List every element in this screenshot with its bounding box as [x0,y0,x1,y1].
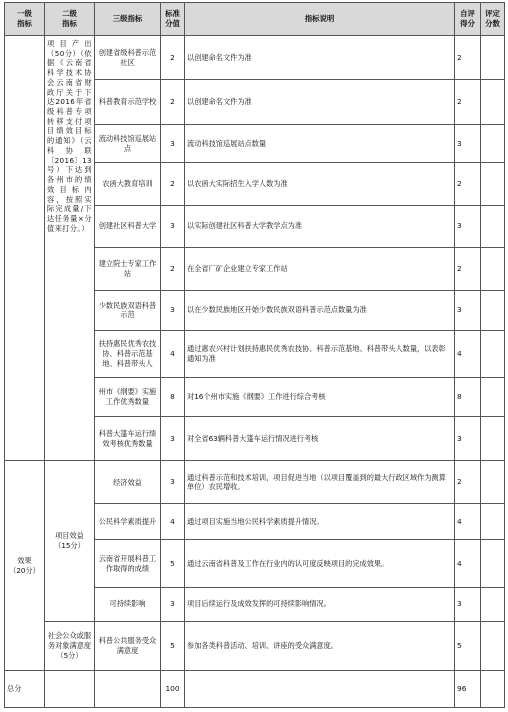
review-score-cell [481,290,505,330]
level3-cell: 流动科技馆巡展站点 [95,125,161,163]
header-weight: 标准 分值 [161,3,185,36]
level3-cell: 经济效益 [95,461,161,504]
review-score-cell [481,247,505,290]
total-row [5,670,505,707]
empty-cell [45,670,95,707]
self-score-cell: 3 [455,290,481,330]
description-cell: 以创建命名文件为准 [185,80,455,125]
self-score-cell: 3 [455,125,481,163]
weight-cell: 3 [161,587,185,621]
self-score-cell: 3 [455,205,481,247]
weight-cell: 3 [161,205,185,247]
evaluation-table [4,2,505,708]
description-cell: 对全省63辆科普大篷车运行情况进行考核 [185,417,455,461]
description-cell: 通过惠农兴村计划扶持惠民优秀农技协、科普示范基地、科普带头人数量，以表彰通知为准 [185,330,455,377]
review-score-cell [481,670,505,707]
description-cell: 以在少数民族地区开始少数民族双语科普示范点数量为准 [185,290,455,330]
weight-cell: 2 [161,163,185,205]
review-score-cell [481,330,505,377]
header-row [5,3,505,36]
description-cell: 在全省厂矿企业建立专家工作站 [185,247,455,290]
weight-cell: 2 [161,36,185,80]
weight-cell: 3 [161,461,185,504]
description-cell: 通过科普示范和技术培训，项目促进当地（以项目覆盖到的最大行政区域作为测算单位）农民增收。 [185,461,455,504]
review-score-cell [481,504,505,540]
weight-cell: 3 [161,417,185,461]
description-cell: 以实际创建社区科普大学教学点为准 [185,205,455,247]
weight-cell: 3 [161,290,185,330]
level3-cell: 农函大教育培训 [95,163,161,205]
description-cell: 项目后续运行及成效发挥的可持续影响情况。 [185,587,455,621]
self-score-cell: 4 [455,330,481,377]
table-row [5,36,505,80]
description-cell: 以农函大实际招生入学人数为准 [185,163,455,205]
level3-cell: 少数民族双语科普示范 [95,290,161,330]
self-score-cell: 3 [455,587,481,621]
description-cell: 通过云南省科普及工作在行业内的认可度反映项目的完成效果。 [185,540,455,587]
self-score-cell: 4 [455,504,481,540]
description-cell: 流动科技馆巡展站点数量 [185,125,455,163]
review-score-cell [481,621,505,670]
total-weight: 100 [161,670,185,707]
weight-cell: 4 [161,504,185,540]
review-score-cell [481,125,505,163]
total-label: 总分 [5,670,45,707]
level3-cell: 科普大篷车运行绩效考核优秀数量 [95,417,161,461]
description-cell: 对16个州市实施《纲要》工作进行综合考核 [185,378,455,417]
level3-cell: 科普教育示范学校 [95,80,161,125]
level3-cell: 扶持惠民优秀农技协、科普示范基地、科普带头人 [95,330,161,377]
empty-cell [185,670,455,707]
self-score-cell: 8 [455,378,481,417]
self-score-cell: 4 [455,540,481,587]
weight-cell: 5 [161,621,185,670]
level3-cell: 科普公共服务受众满意度 [95,621,161,670]
review-score-cell [481,205,505,247]
review-score-cell [481,163,505,205]
level2-benefit-cell: 项目效益 （15分） [45,461,95,621]
weight-cell: 2 [161,80,185,125]
level2-output-cell: 项目产出（50分）（依据《云南省科学技术协会云南省财政厅关于下达2016年省级科普专项转移支付项目绩效目标的通知》（云科协联〔2016〕13号）下达到各州市的绩效目标内容，按照实际完成量/下达任务量×分值来打分。） [45,36,95,461]
review-score-cell [481,80,505,125]
header-description: 指标说明 [185,3,455,36]
review-score-cell [481,36,505,80]
description-cell: 通过项目实施当地公民科学素质提升情况。 [185,504,455,540]
self-score-cell: 2 [455,80,481,125]
table-row [5,461,505,504]
review-score-cell [481,378,505,417]
description-cell: 以创建命名文件为准 [185,36,455,80]
self-score-cell: 2 [455,163,481,205]
weight-cell: 3 [161,125,185,163]
header-self-score: 自评 得分 [455,3,481,36]
self-score-cell: 5 [455,621,481,670]
weight-cell: 8 [161,378,185,417]
empty-cell [95,670,161,707]
level3-cell: 公民科学素质提升 [95,504,161,540]
level2-satisfaction-cell: 社会公众或服务对象满意度 （5分） [45,621,95,670]
level3-cell: 建立院士专家工作站 [95,247,161,290]
level3-cell: 云南省开展科普工作取得的成绩 [95,540,161,587]
self-score-cell: 2 [455,36,481,80]
header-level3: 三级指标 [95,3,161,36]
review-score-cell [481,587,505,621]
review-score-cell [481,417,505,461]
table-row [5,621,505,670]
level1-output-cell [5,36,45,461]
level3-cell: 可持续影响 [95,587,161,621]
self-score-cell: 2 [455,247,481,290]
header-review-score: 评定 分数 [481,3,505,36]
review-score-cell [481,461,505,504]
self-score-cell: 2 [455,461,481,504]
weight-cell: 2 [161,247,185,290]
level3-cell: 创建省级科普示范社区 [95,36,161,80]
review-score-cell [481,540,505,587]
header-level1: 一级 指标 [5,3,45,36]
weight-cell: 4 [161,330,185,377]
description-cell: 参加各类科普活动、培训、讲座的受众满意度。 [185,621,455,670]
self-score-cell: 3 [455,417,481,461]
total-self-score: 96 [455,670,481,707]
weight-cell: 5 [161,540,185,587]
level1-effect-cell: 效果 （20分） [5,461,45,671]
level3-cell: 州市《纲要》实施工作优秀数量 [95,378,161,417]
header-level2: 二级 指标 [45,3,95,36]
level3-cell: 创建社区科普大学 [95,205,161,247]
